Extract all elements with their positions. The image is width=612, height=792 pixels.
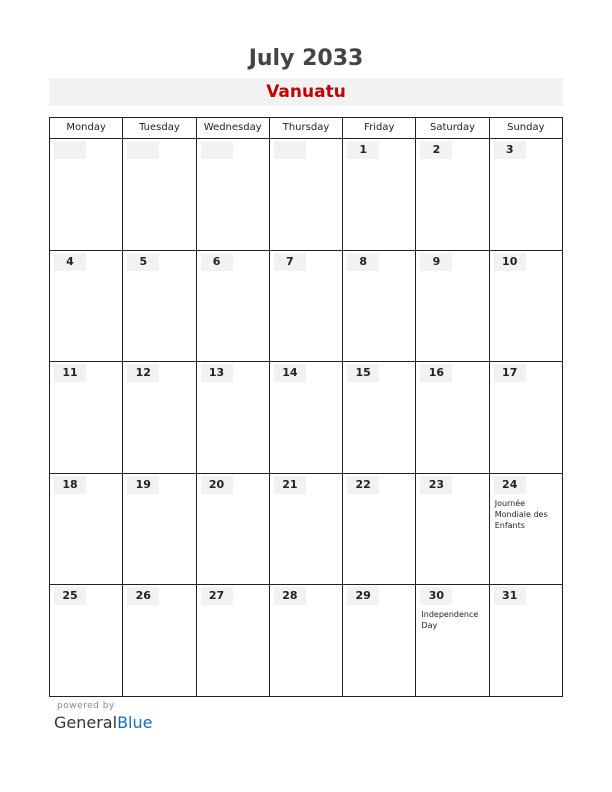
- day-number: 13: [201, 364, 233, 382]
- day-number: 16: [420, 364, 452, 382]
- day-cell: [343, 251, 416, 363]
- day-number: [127, 141, 159, 159]
- day-number: 26: [127, 587, 159, 605]
- brand-general: General: [54, 713, 118, 732]
- day-number: [54, 141, 86, 159]
- day-cell: [416, 251, 489, 363]
- day-cell: [50, 251, 123, 363]
- day-number: 17: [494, 364, 526, 382]
- day-cell: [270, 139, 343, 251]
- day-cell: [197, 585, 270, 697]
- day-cell: [123, 474, 196, 586]
- calendar-grid: [49, 117, 563, 697]
- day-cell: [343, 139, 416, 251]
- day-number: 20: [201, 476, 233, 494]
- day-number: 7: [274, 253, 306, 271]
- day-number: 9: [420, 253, 452, 271]
- day-number: 15: [347, 364, 379, 382]
- day-cell: [50, 139, 123, 251]
- country-name: Vanuatu: [266, 82, 346, 102]
- day-cell: [490, 362, 563, 474]
- day-cell: [490, 251, 563, 363]
- day-cell: [490, 585, 563, 697]
- day-cell: [123, 139, 196, 251]
- day-cell: [197, 474, 270, 586]
- day-cell: [490, 139, 563, 251]
- day-number: 29: [347, 587, 379, 605]
- day-cell: [343, 362, 416, 474]
- day-cell: [343, 585, 416, 697]
- day-number: 3: [494, 141, 526, 159]
- page-title: July 2033: [248, 46, 364, 71]
- day-cell: [416, 585, 489, 697]
- day-cell: [197, 362, 270, 474]
- day-number: [274, 141, 306, 159]
- weekday-header: Saturday: [416, 118, 489, 139]
- weekday-header: Wednesday: [197, 118, 270, 139]
- day-cell: [270, 585, 343, 697]
- day-cell: [270, 251, 343, 363]
- day-number: 23: [420, 476, 452, 494]
- day-number: 8: [347, 253, 379, 271]
- day-number: 2: [420, 141, 452, 159]
- brand-blue: Blue: [117, 713, 153, 732]
- day-number: 18: [54, 476, 86, 494]
- day-cell: [416, 362, 489, 474]
- day-number: 1: [347, 141, 379, 159]
- weekday-header: Thursday: [270, 118, 343, 139]
- day-cell: [416, 474, 489, 586]
- day-number: 31: [494, 587, 526, 605]
- country-banner: [49, 78, 563, 106]
- weekday-header: Friday: [343, 118, 416, 139]
- day-number: 25: [54, 587, 86, 605]
- day-number: 22: [347, 476, 379, 494]
- day-cell: [490, 474, 563, 586]
- day-cell: [197, 139, 270, 251]
- holiday-label: Independence Day: [421, 610, 479, 631]
- day-number: 27: [201, 587, 233, 605]
- day-number: 12: [127, 364, 159, 382]
- day-number: 5: [127, 253, 159, 271]
- day-number: 14: [274, 364, 306, 382]
- day-cell: [50, 362, 123, 474]
- day-number: 24: [494, 476, 526, 494]
- day-cell: [50, 585, 123, 697]
- day-number: 21: [274, 476, 306, 494]
- weekday-header: Monday: [50, 118, 123, 139]
- powered-by-label: powered by: [57, 701, 115, 711]
- day-cell: [343, 474, 416, 586]
- day-number: 28: [274, 587, 306, 605]
- day-cell: [270, 474, 343, 586]
- day-number: 11: [54, 364, 86, 382]
- day-cell: [416, 139, 489, 251]
- day-cell: [50, 474, 123, 586]
- day-number: 4: [54, 253, 86, 271]
- weekday-header: Tuesday: [123, 118, 196, 139]
- day-cell: [123, 585, 196, 697]
- day-number: 19: [127, 476, 159, 494]
- weekday-header: Sunday: [490, 118, 563, 139]
- day-number: 10: [494, 253, 526, 271]
- day-number: 6: [201, 253, 233, 271]
- day-cell: [123, 362, 196, 474]
- day-cell: [123, 251, 196, 363]
- day-cell: [197, 251, 270, 363]
- generalblue-logo[interactable]: [54, 713, 152, 732]
- holiday-label: Journée Mondiale des Enfants: [494, 498, 548, 530]
- day-cell: [270, 362, 343, 474]
- day-number: 30: [420, 587, 452, 605]
- day-number: [201, 141, 233, 159]
